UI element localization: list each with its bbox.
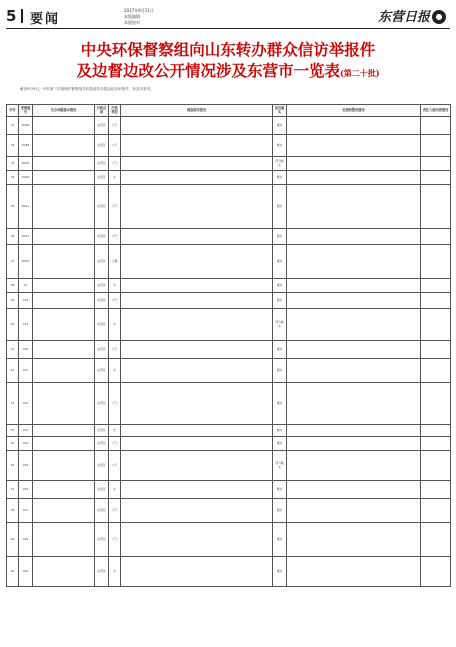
cell-id: X19 xyxy=(19,309,33,341)
cell-truth: 属实 xyxy=(273,117,287,135)
cell-type: 水 xyxy=(109,359,121,383)
cell-investigation xyxy=(121,279,273,293)
cell-region: 东营区 xyxy=(95,245,109,279)
cell-region: 东营区 xyxy=(95,171,109,185)
cell-truth: 属实 xyxy=(273,171,287,185)
cell-accountability xyxy=(421,135,451,157)
meta-editor: 本版编辑 xyxy=(124,14,140,19)
meta-date: 2017年9月11日 xyxy=(124,8,154,13)
cell-issue xyxy=(33,341,95,359)
cell-type: 大气 xyxy=(109,185,121,229)
table-row xyxy=(7,245,451,279)
table-row xyxy=(7,309,451,341)
cell-region: 东营区 xyxy=(95,157,109,171)
cell-truth: 属实 xyxy=(273,279,287,293)
headline-batch: (第二十批) xyxy=(339,68,380,78)
cell-investigation xyxy=(121,117,273,135)
cell-investigation xyxy=(121,341,273,359)
headline-line-2-text: 及边督边改公开情况涉及东营市一览表 xyxy=(76,61,340,80)
cell-id: D388 xyxy=(19,135,33,157)
cell-investigation xyxy=(121,229,273,245)
cell-no: 38 xyxy=(7,279,19,293)
cell-id: X1 xyxy=(19,279,33,293)
cell-investigation xyxy=(121,425,273,437)
cell-region: 东营区 xyxy=(95,135,109,157)
table-row xyxy=(7,557,451,587)
cell-id: X27 xyxy=(19,499,33,523)
cell-issue xyxy=(33,245,95,279)
cell-investigation xyxy=(121,135,273,157)
page-number: 5 xyxy=(6,7,17,25)
table-row xyxy=(7,437,451,451)
cell-no: 39 xyxy=(7,293,19,309)
cell-issue xyxy=(33,293,95,309)
cell-handling xyxy=(287,523,421,557)
table-row xyxy=(7,499,451,523)
cell-id: X22 xyxy=(19,383,33,425)
newspaper-logo xyxy=(378,6,446,25)
cell-accountability xyxy=(421,157,451,171)
headline-line-2 xyxy=(0,62,456,82)
table-row xyxy=(7,425,451,437)
cell-handling xyxy=(287,359,421,383)
cell-type: 大气 xyxy=(109,117,121,135)
meta-proof: 本版校对 xyxy=(124,20,140,25)
cell-investigation xyxy=(121,523,273,557)
header-accountability: 责任人被问责情况 xyxy=(421,105,451,117)
cell-truth: 属实 xyxy=(273,523,287,557)
cell-id: X18 xyxy=(19,293,33,309)
cell-issue xyxy=(33,171,95,185)
cell-accountability xyxy=(421,293,451,309)
cell-truth: 属实 xyxy=(273,557,287,587)
cell-issue xyxy=(33,425,95,437)
table-row xyxy=(7,293,451,309)
table-row xyxy=(7,383,451,425)
cell-accountability xyxy=(421,171,451,185)
cell-no: 43 xyxy=(7,383,19,425)
cell-type: 大气 xyxy=(109,341,121,359)
cell-issue xyxy=(33,229,95,245)
cell-accountability xyxy=(421,437,451,451)
cell-handling xyxy=(287,341,421,359)
cell-issue xyxy=(33,437,95,451)
cell-accountability xyxy=(421,185,451,229)
table-row xyxy=(7,341,451,359)
table-row xyxy=(7,229,451,245)
cell-issue xyxy=(33,359,95,383)
cell-no: 44 xyxy=(7,425,19,437)
table-row xyxy=(7,157,451,171)
cell-investigation xyxy=(121,437,273,451)
cell-accountability xyxy=(421,279,451,293)
logo-emblem-icon xyxy=(432,10,446,24)
cell-issue xyxy=(33,185,95,229)
cell-region: 东营区 xyxy=(95,451,109,481)
cell-no: 41 xyxy=(7,341,19,359)
cell-type: 土壤 xyxy=(109,245,121,279)
cell-accountability xyxy=(421,425,451,437)
headline-line-1: 中央环保督察组向山东转办群众信访举报件 xyxy=(80,40,376,59)
cell-id: X25 xyxy=(19,451,33,481)
cell-accountability xyxy=(421,523,451,557)
cell-type: 大气 xyxy=(109,437,121,451)
cell-type: 水 xyxy=(109,481,121,499)
cell-region: 东营区 xyxy=(95,383,109,425)
cell-truth: 属实 xyxy=(273,293,287,309)
cell-accountability xyxy=(421,245,451,279)
cell-investigation xyxy=(121,359,273,383)
cell-handling xyxy=(287,437,421,451)
cell-issue xyxy=(33,481,95,499)
logo-text: 东营日报 xyxy=(377,10,430,25)
cell-region: 东营区 xyxy=(95,499,109,523)
cell-truth: 属实 xyxy=(273,135,287,157)
cell-truth: 属实 xyxy=(273,437,287,451)
cell-issue xyxy=(33,279,95,293)
cell-accountability xyxy=(421,383,451,425)
cell-id: D368 xyxy=(19,117,33,135)
cell-handling xyxy=(287,383,421,425)
cell-issue xyxy=(33,557,95,587)
cell-region: 东营区 xyxy=(95,229,109,245)
cell-no: 32 xyxy=(7,135,19,157)
cell-handling xyxy=(287,451,421,481)
cell-truth: 部分属实 xyxy=(273,157,287,171)
cell-no: 46 xyxy=(7,451,19,481)
cell-handling xyxy=(287,499,421,523)
cell-no: 48 xyxy=(7,499,19,523)
cell-investigation xyxy=(121,499,273,523)
header-issue: 交办问题基本情况 xyxy=(33,105,95,117)
cell-no: 37 xyxy=(7,245,19,279)
cell-investigation xyxy=(121,451,273,481)
cell-accountability xyxy=(421,557,451,587)
cell-region: 东营区 xyxy=(95,185,109,229)
cell-no: 36 xyxy=(7,229,19,245)
cell-type: 大气 xyxy=(109,451,121,481)
cell-handling xyxy=(287,279,421,293)
cell-issue xyxy=(33,451,95,481)
cell-region: 东营区 xyxy=(95,481,109,499)
cell-accountability xyxy=(421,309,451,341)
cell-region: 东营区 xyxy=(95,523,109,557)
cell-handling xyxy=(287,185,421,229)
cell-truth: 部分属实 xyxy=(273,451,287,481)
cell-handling xyxy=(287,481,421,499)
cell-investigation xyxy=(121,481,273,499)
header-type: 污染类型 xyxy=(109,105,121,117)
table-row xyxy=(7,451,451,481)
cell-region: 东营区 xyxy=(95,359,109,383)
header-no: 序号 xyxy=(7,105,19,117)
cell-id: X29 xyxy=(19,557,33,587)
cell-id: D434 xyxy=(19,245,33,279)
cell-region: 东营区 xyxy=(95,425,109,437)
cell-id: X28 xyxy=(19,523,33,557)
cell-region: 东营区 xyxy=(95,279,109,293)
cell-type: 大气 xyxy=(109,383,121,425)
cell-issue xyxy=(33,157,95,171)
cell-truth: 属实 xyxy=(273,425,287,437)
cell-truth: 属实 xyxy=(273,341,287,359)
cell-no: 45 xyxy=(7,437,19,451)
table-row xyxy=(7,135,451,157)
cell-accountability xyxy=(421,359,451,383)
cell-handling xyxy=(287,309,421,341)
cell-issue xyxy=(33,135,95,157)
cell-no: 50 xyxy=(7,557,19,587)
cell-truth: 属实 xyxy=(273,383,287,425)
cell-no: 40 xyxy=(7,309,19,341)
cell-accountability xyxy=(421,117,451,135)
petition-table xyxy=(6,104,451,587)
cell-issue xyxy=(33,309,95,341)
cell-region: 东营区 xyxy=(95,557,109,587)
cell-investigation xyxy=(121,157,273,171)
cell-region: 东营区 xyxy=(95,293,109,309)
cell-id: D409 xyxy=(19,171,33,185)
cell-id: X26 xyxy=(19,481,33,499)
header-truth: 是否属实 xyxy=(273,105,287,117)
cell-type: 水 xyxy=(109,279,121,293)
cell-issue xyxy=(33,117,95,135)
cell-region: 东营区 xyxy=(95,437,109,451)
cell-type: 水 xyxy=(109,171,121,185)
cell-investigation xyxy=(121,171,273,185)
cell-accountability xyxy=(421,341,451,359)
cell-truth: 属实 xyxy=(273,245,287,279)
cell-region: 东营区 xyxy=(95,341,109,359)
cell-accountability xyxy=(421,499,451,523)
header-handling: 处理和整改情况 xyxy=(287,105,421,117)
cell-accountability xyxy=(421,481,451,499)
cell-type: 水 xyxy=(109,557,121,587)
cell-handling xyxy=(287,245,421,279)
cell-no: 47 xyxy=(7,481,19,499)
cell-no: 35 xyxy=(7,185,19,229)
cell-accountability xyxy=(421,451,451,481)
table-row xyxy=(7,523,451,557)
table-row xyxy=(7,185,451,229)
cell-type: 大气 xyxy=(109,157,121,171)
cell-handling xyxy=(287,557,421,587)
cell-type: 大气 xyxy=(109,499,121,523)
cell-investigation xyxy=(121,245,273,279)
header-region: 行政区域 xyxy=(95,105,109,117)
cell-issue xyxy=(33,499,95,523)
cell-truth: 部分属实 xyxy=(273,309,287,341)
header-investigation: 调查核实情况 xyxy=(121,105,273,117)
cell-type: 大气 xyxy=(109,135,121,157)
masthead-divider xyxy=(21,9,23,23)
cell-type: 大气 xyxy=(109,293,121,309)
cell-no: 31 xyxy=(7,117,19,135)
cell-id: D409 xyxy=(19,157,33,171)
table-row xyxy=(7,481,451,499)
cell-issue xyxy=(33,383,95,425)
header-id: 受理编号 xyxy=(19,105,33,117)
table-row xyxy=(7,117,451,135)
cell-type: 大气 xyxy=(109,229,121,245)
cell-no: 49 xyxy=(7,523,19,557)
edition-meta xyxy=(124,8,154,26)
cell-handling xyxy=(287,293,421,309)
cell-truth: 属实 xyxy=(273,481,287,499)
cell-no: 33 xyxy=(7,157,19,171)
cell-region: 东营区 xyxy=(95,117,109,135)
cell-id: D431 xyxy=(19,229,33,245)
cell-investigation xyxy=(121,185,273,229)
cell-investigation xyxy=(121,383,273,425)
cell-truth: 属实 xyxy=(273,229,287,245)
table-body xyxy=(7,117,451,587)
cell-id: X21 xyxy=(19,359,33,383)
table-row xyxy=(7,359,451,383)
cell-type: 水 xyxy=(109,309,121,341)
cell-accountability xyxy=(421,229,451,245)
cell-handling xyxy=(287,229,421,245)
cell-no: 34 xyxy=(7,171,19,185)
cell-truth: 属实 xyxy=(273,499,287,523)
cell-truth: 属实 xyxy=(273,185,287,229)
table-row xyxy=(7,171,451,185)
cell-handling xyxy=(287,135,421,157)
cell-investigation xyxy=(121,293,273,309)
cell-issue xyxy=(33,523,95,557)
cell-type: 水 xyxy=(109,425,121,437)
table-header-row xyxy=(7,105,451,117)
cell-id: X24 xyxy=(19,437,33,451)
lead-paragraph: 截至9月9日，中央第三环境保护督察组共向我省转办群众信访举报件，涉及东营市。 xyxy=(20,87,154,91)
cell-handling xyxy=(287,157,421,171)
cell-handling xyxy=(287,171,421,185)
section-title: 要闻 xyxy=(30,12,61,27)
cell-handling xyxy=(287,425,421,437)
masthead xyxy=(6,5,450,29)
cell-handling xyxy=(287,117,421,135)
cell-investigation xyxy=(121,557,273,587)
table-row xyxy=(7,279,451,293)
cell-type: 大气 xyxy=(109,523,121,557)
cell-region: 东营区 xyxy=(95,309,109,341)
cell-truth: 属实 xyxy=(273,359,287,383)
cell-id: X20 xyxy=(19,341,33,359)
cell-id: X23 xyxy=(19,425,33,437)
cell-investigation xyxy=(121,309,273,341)
cell-id: D411 xyxy=(19,185,33,229)
cell-no: 42 xyxy=(7,359,19,383)
